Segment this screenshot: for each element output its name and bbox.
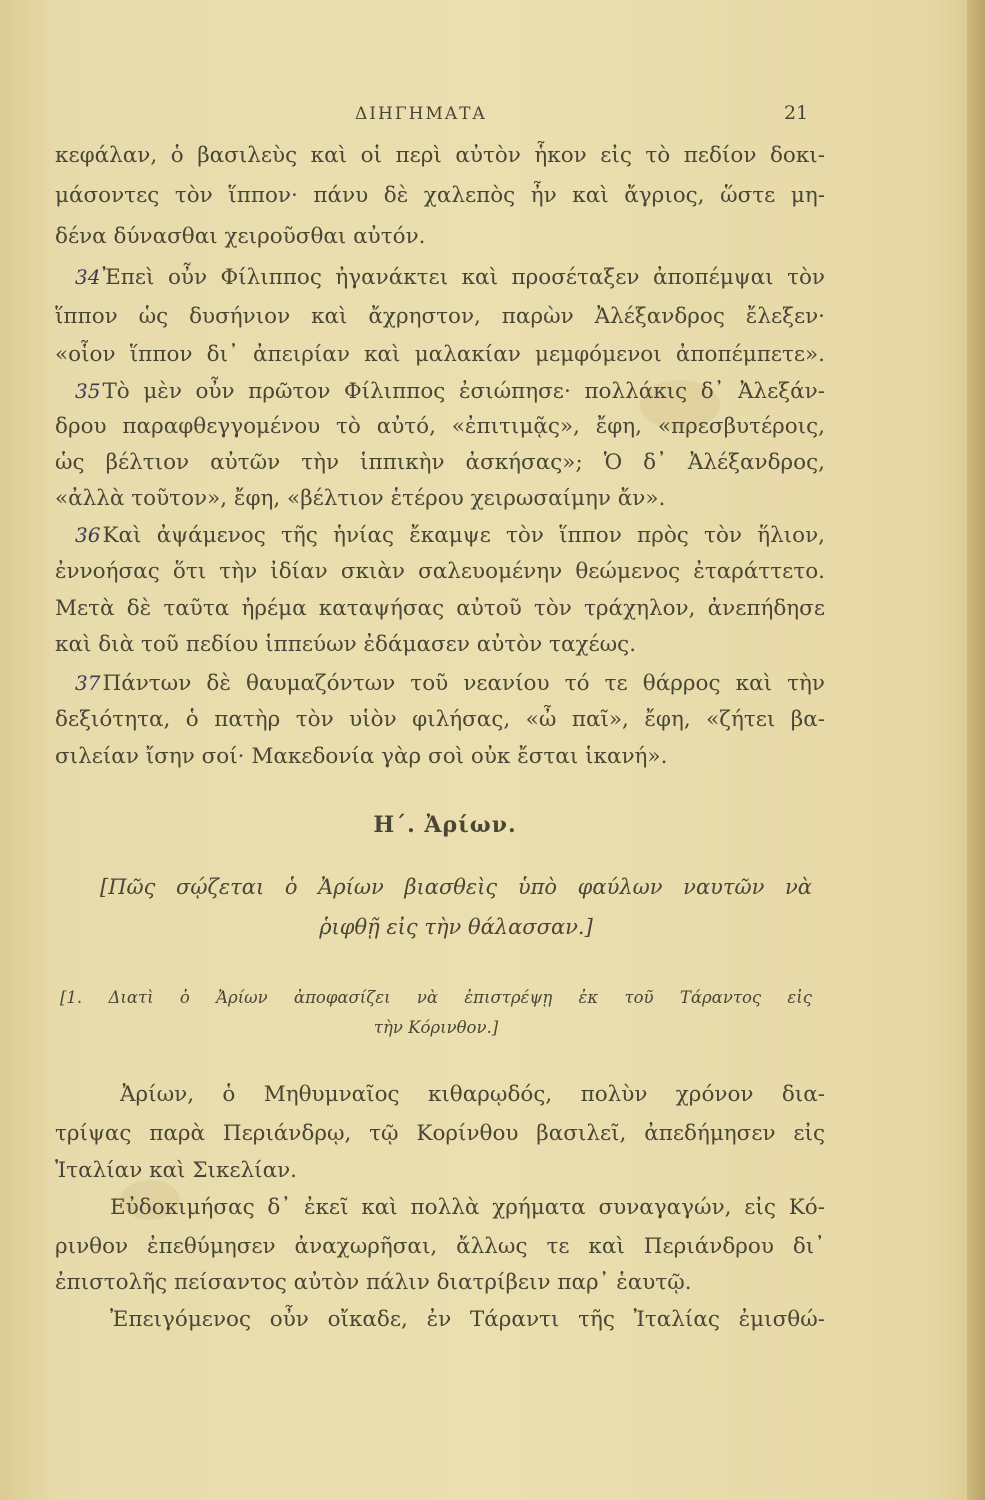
- line-text: Τὸ μὲν οὖν πρῶτον Φίλιππος ἐσιώπησε· πολλάκις δ᾿ Ἀλεξάν-: [102, 379, 825, 404]
- text-line: δένα δύνασθαι χειροῦσθαι αὐτόν.: [55, 224, 426, 249]
- text-line: δεξιότητα, ὁ πατὴρ τὸν υἱὸν φιλήσας, «ὦ παῖ», ἔφη, «ζήτει βα-: [55, 707, 825, 732]
- text-line: ἐπιστολῆς πείσαντος αὐτὸν πάλιν διατρίβειν παρ᾿ ἑαυτῷ.: [55, 1270, 692, 1295]
- text-line: σιλείαν ἴσην σοί· Μακεδονία γὰρ σοὶ οὐκ ἔσται ἱκανή».: [55, 744, 668, 769]
- margin-number: 36: [75, 523, 101, 547]
- text-line: κεφάλαν, ὁ βασιλεὺς καὶ οἱ περὶ αὐτὸν ἧκον εἰς τὸ πεδίον δοκι-: [55, 143, 825, 168]
- text-line: Μετὰ δὲ ταῦτα ἠρέμα καταψήσας αὐτοῦ τὸν τράχηλον, ἀνεπήδησε: [55, 596, 825, 621]
- text-line: ἐννοήσας ὅτι τὴν ἰδίαν σκιὰν σαλευομένην θεώμενος ἐταράττετο.: [55, 559, 825, 584]
- line-text: Καὶ ἀψάμενος τῆς ἡνίας ἔκαμψε τὸν ἵππον πρὸς τὸν ἥλιον,: [102, 523, 825, 548]
- text-line: ἵππον ὡς δυσήνιον καὶ ἄχρηστον, παρὼν Ἀλέξανδρος ἔλεξεν·: [55, 304, 825, 329]
- chapter-note-line: τὴν Κόρινθον.]: [373, 1018, 499, 1037]
- margin-number: 35: [75, 379, 101, 403]
- text-line: μάσοντες τὸν ἵππον· πάνυ δὲ χαλεπὸς ἦν καὶ ἄγριος, ὥστε μη-: [55, 183, 825, 208]
- margin-number: 37: [75, 671, 101, 695]
- text-line: ὡς βέλτιον αὐτῶν τὴν ἱππικὴν ἀσκήσας»; Ὁ δ᾿ Ἀλέξανδρος,: [55, 450, 825, 475]
- section-heading: Η΄. Ἀρίων.: [373, 812, 517, 838]
- text-line: ρινθον ἐπεθύμησεν ἀναχωρῆσαι, ἄλλως τε καὶ Περιάνδρου δι᾿: [55, 1234, 825, 1259]
- text-line: «ἀλλὰ τοῦτον», ἔφη, «βέλτιον ἑτέρου χειρωσαίμην ἄν».: [55, 486, 666, 511]
- page-number: 21: [784, 102, 809, 124]
- text-line: καὶ διὰ τοῦ πεδίου ἱππεύων ἐδάμασεν αὐτὸν ταχέως.: [55, 632, 637, 657]
- chapter-note-line: [1. Διατὶ ὁ Ἀρίων ἀποφασίζει νὰ ἐπιστρέψῃ ἐκ τοῦ Τάραντος εἰς: [60, 988, 812, 1007]
- text-line: [75, 520, 825, 551]
- text-line: Ἰταλίαν καὶ Σικελίαν.: [55, 1158, 298, 1183]
- page-header: [0, 102, 985, 132]
- line-text: Ἐπεὶ οὖν Φίλιππος ἠγανάκτει καὶ προσέταξεν ἀποπέμψαι τὸν: [102, 265, 825, 290]
- line-text: Πάντων δὲ θαυμαζόντων τοῦ νεανίου τό τε θάρρος καὶ τὴν: [102, 671, 825, 696]
- running-title: ΔΙΗΓΗΜΑΤΑ: [355, 104, 487, 124]
- text-line: [75, 668, 825, 699]
- text-line: Εὐδοκιμήσας δ᾿ ἐκεῖ καὶ πολλὰ χρήματα συναγαγών, εἰς Κό-: [110, 1195, 825, 1220]
- text-line: δρου παραφθεγγομένου τὸ αὐτό, «ἐπιτιμᾷς», ἔφη, «πρεσβυτέροις,: [55, 414, 825, 439]
- text-line: Ἐπειγόμενος οὖν οἴκαδε, ἐν Τάραντι τῆς Ἰταλίας ἐμισθώ-: [110, 1307, 825, 1332]
- page-spine-edge: [967, 0, 985, 1500]
- margin-number: 34: [75, 265, 101, 289]
- text-line: τρίψας παρὰ Περιάνδρῳ, τῷ Κορίνθου βασιλεῖ, ἀπεδήμησεν εἰς: [55, 1121, 825, 1146]
- text-line: Ἀρίων, ὁ Μηθυμναῖος κιθαρῳδός, πολὺν χρόνον δια-: [120, 1082, 825, 1107]
- section-subtitle-line: [Πῶς σῴζεται ὁ Ἀρίων βιασθεὶς ὑπὸ φαύλων ναυτῶν νὰ: [100, 875, 812, 899]
- text-line: [75, 262, 825, 293]
- text-line: «οἷον ἵππον δι᾿ ἀπειρίαν καὶ μαλακίαν μεμφόμενοι ἀποπέμπετε».: [55, 342, 825, 367]
- text-line: [75, 376, 825, 407]
- section-subtitle-line: ῥιφθῇ εἰς τὴν θάλασσαν.]: [319, 915, 593, 939]
